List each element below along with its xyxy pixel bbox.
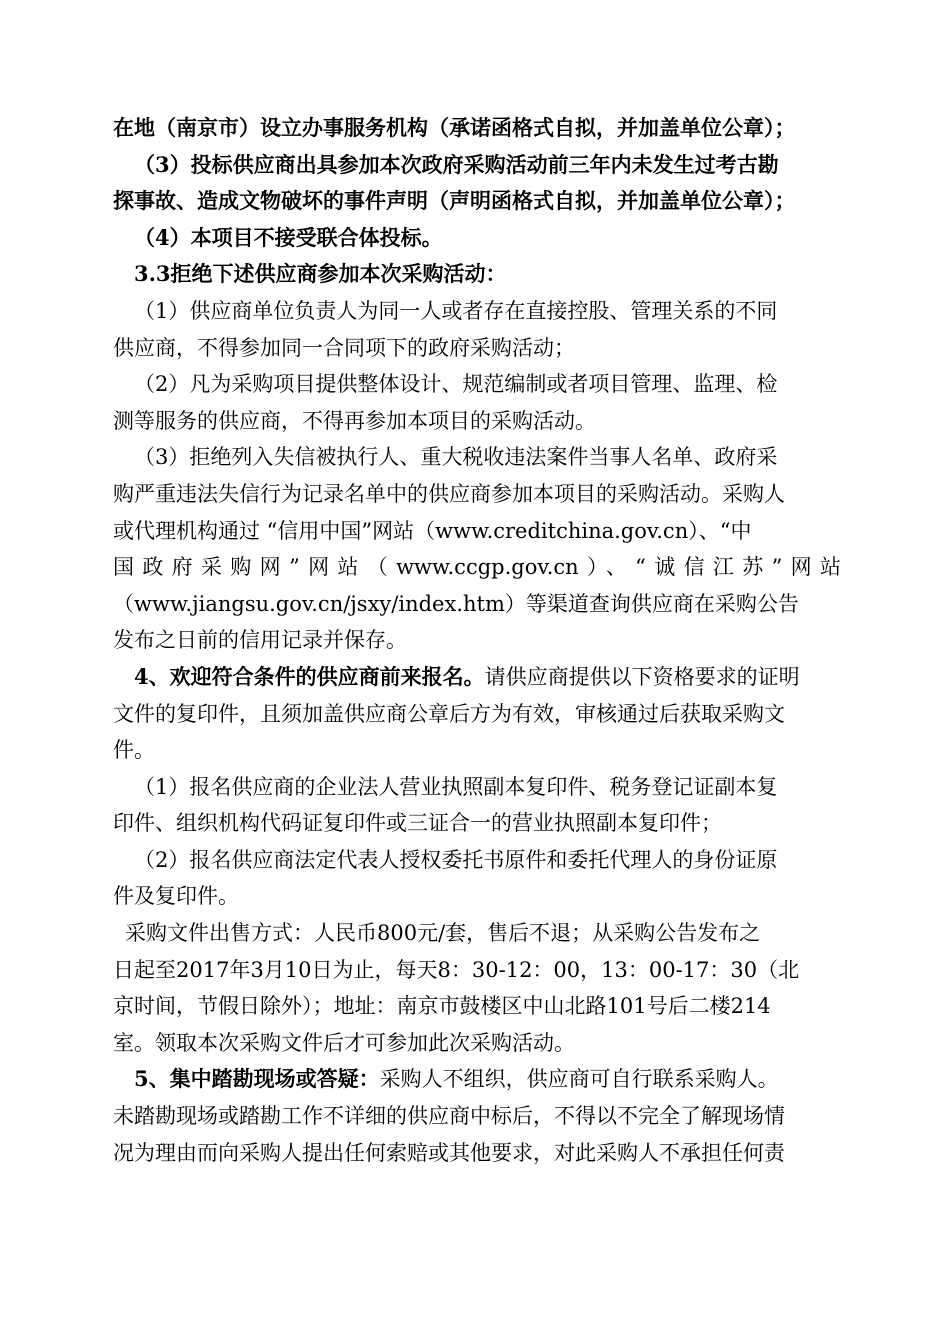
text-line: 国政府采购网”网站（www.ccgp.gov.cn）、“诚信江苏”网站 (113, 555, 841, 580)
text-line: （1）报名供应商的企业法人营业执照副本复印件、税务登记证副本复 (134, 774, 778, 799)
text-line: （www.jiangsu.gov.cn/jsxy/index.htm）等渠道查询供应商在采购公告 (113, 591, 799, 616)
section-5-text: 采购人不组织，供应商可自行联系采购人。 (379, 1067, 779, 1092)
text-line: 供应商，不得参加同一合同项下的政府采购活动； (113, 335, 575, 360)
text-line: （3）投标供应商出具参加本次政府采购活动前三年内未发生过考古勘 (134, 151, 779, 177)
section-4-first-line (113, 659, 841, 696)
text-line: 京时间，节假日除外）；地址：南京市鼓楼区中山北路101号后二楼214 (113, 994, 771, 1019)
document-body (113, 110, 841, 1171)
text-line: 测等服务的供应商，不得再参加本项目的采购活动。 (113, 408, 596, 433)
text-line: 在地（南京市）设立办事服务机构（承诺函格式自拟，并加盖单位公章）； (113, 115, 796, 140)
text-line: 探事故、造成文物破坏的事件声明（声明函格式自拟，并加盖单位公章）； (113, 188, 796, 214)
text-line: 件及复印件。 (113, 884, 239, 909)
text-line: 发布之日前的信用记录并保存。 (113, 628, 407, 653)
text-line: 购严重违法失信行为记录名单中的供应商参加本项目的采购活动。采购人 (113, 481, 785, 506)
text-line: （3）拒绝列入失信被执行人、重大税收违法案件当事人名单、政府采 (134, 445, 778, 470)
section-5-first-line (113, 1061, 841, 1098)
text-line: （4）本项目不接受联合体投标。 (134, 224, 443, 250)
text-line: （1）供应商单位负责人为同一人或者存在直接控股、管理关系的不同 (134, 298, 778, 323)
section-heading-3-3: 3.3拒绝下述供应商参加本次采购活动： (134, 261, 507, 287)
section-heading-5: 5、集中踏勘现场或答疑： (134, 1066, 380, 1092)
text-line: 或代理机构通过 “信用中国”网站（www.creditchina.gov.cn）、“中 (113, 518, 752, 543)
section-4-text: 请供应商提供以下资格要求的证明 (484, 664, 800, 689)
text-line: 文件的复印件，且须加盖供应商公章后方为有效，审核通过后获取采购文 (113, 701, 785, 726)
text-line: （2）凡为采购项目提供整体设计、规范编制或者项目管理、监理、检 (134, 372, 778, 397)
text-line: （2）报名供应商法定代表人授权委托书原件和委托代理人的身份证原 (134, 847, 778, 872)
text-line: 室。领取本次采购文件后才可参加此次采购活动。 (113, 1030, 575, 1055)
text-line: 件。 (113, 738, 155, 763)
text-line: 采购文件出售方式：人民币800元/套，售后不退；从采购公告发布之 (125, 921, 761, 946)
text-line: 印件、组织机构代码证复印件或三证合一的营业执照副本复印件； (113, 811, 722, 836)
section-heading-4: 4、欢迎符合条件的供应商前来报名。 (134, 663, 485, 689)
text-line: 日起至2017年3月10日为止，每天8：30-12：00，13：00-17：30（北 (113, 957, 800, 982)
text-line: 未踏勘现场或踏勘工作不详细的供应商中标后，不得以不完全了解现场情 (113, 1104, 785, 1129)
text-line: 况为理由而向采购人提出任何索赔或其他要求，对此采购人不承担任何责 (113, 1140, 785, 1165)
